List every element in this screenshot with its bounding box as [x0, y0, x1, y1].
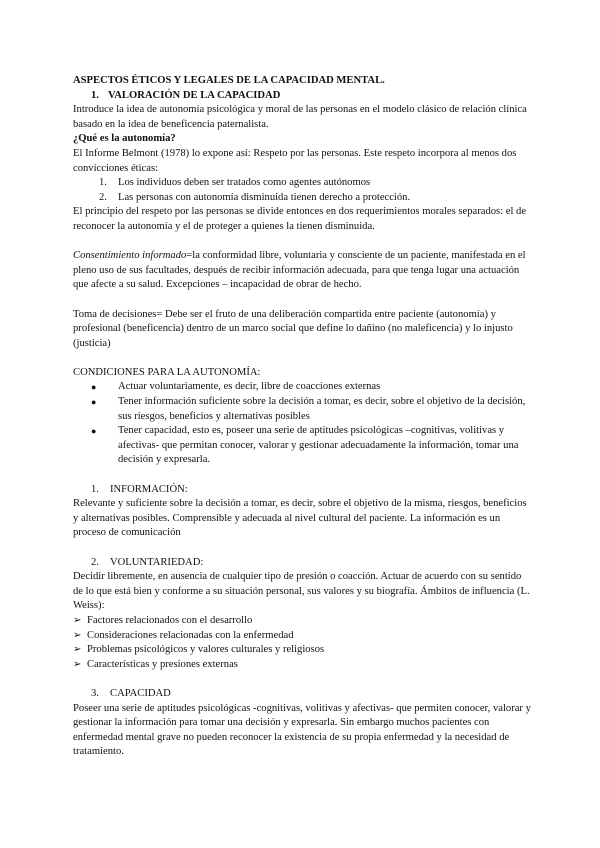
arrow-bullet-icon: ➢ — [73, 644, 82, 656]
section-heading-text: VALORACIÓN DE LA CAPACIDAD — [108, 89, 281, 101]
informacion-paragraph: Relevante y suficiente sobre la decisión a tomar, es decir, sobre el objetivo de la misma, riesgos, beneficios y alternativas posibles. Comprensible y adecuada al nivel cultural del paciente. La información es un proceso de comunicación — [73, 498, 527, 539]
list-item — [73, 643, 533, 658]
bullet-icon: ● — [91, 397, 97, 408]
voluntariedad-paragraph: Decidir libremente, en ausencia de cualquier tipo de presión o coacción. Actuar de acuerdo con su sentido de lo que está bien y conforme a su situación personal, sus valores y su biografía. Ámbitos de influencia (L. Weiss): — [73, 571, 530, 612]
influence-list — [73, 614, 533, 672]
consent-text: =la conformidad libre, voluntaria y consciente de un paciente, manifestada en el pleno uso de sus facultades, después de recibir información adecuada, para que tenga lugar una actuación que afecte a su salud. Excepciones – incapacidad de obrar de hecho. — [73, 250, 526, 291]
list-item — [73, 629, 533, 644]
consent-term: Consentimiento informado — [73, 250, 187, 262]
section-heading-valoracion — [73, 89, 533, 104]
conditions-heading: CONDICIONES PARA LA AUTONOMÍA: — [73, 366, 261, 378]
list-item — [73, 176, 533, 191]
bullet-icon: ● — [91, 382, 97, 393]
principle-paragraph: El principio del respeto por las personas se divide entonces en dos requerimientos morales separados: el de reconocer la autonomía y el de proteger a quienes la tienen disminuida. — [73, 206, 527, 232]
list-item-text: Tener capacidad, esto es, poseer una serie de aptitudes psicológicas –cognitivas, volitivas y afectivas- que permitan conocer, valorar y gestionar adecuadamente la información, tomar una decisión y expresarla. — [118, 425, 519, 466]
list-item-text: Factores relacionados con el desarrollo — [87, 614, 253, 626]
section-number: 2. — [91, 556, 99, 568]
section-heading-capacidad — [73, 687, 533, 702]
section-number: 3. — [91, 687, 99, 699]
list-item — [73, 191, 533, 206]
list-item — [73, 380, 533, 395]
conditions-list — [73, 380, 533, 468]
convictions-list — [73, 176, 533, 205]
section-number: 1. — [91, 483, 99, 495]
list-item — [73, 658, 533, 673]
bullet-icon: ● — [91, 426, 97, 437]
belmont-paragraph: El Informe Belmont (1978) lo expone así: Respeto por las personas. Este respeto incorpora al menos dos convicciones éticas: — [73, 147, 517, 174]
list-item-text: Actuar voluntariamente, es decir, libre de coacciones externas — [118, 381, 381, 393]
consent-paragraph — [73, 249, 533, 293]
list-item — [73, 424, 533, 468]
autonomy-question: ¿Qué es la autonomía? — [73, 133, 176, 145]
arrow-bullet-icon: ➢ — [73, 629, 82, 641]
list-item-text: Los individuos deben ser tratados como agentes autónomos — [118, 177, 371, 189]
arrow-bullet-icon: ➢ — [73, 614, 82, 626]
section-heading-text: INFORMACIÓN: — [110, 483, 188, 495]
decisions-paragraph: Toma de decisiones= Debe ser el fruto de una deliberación compartida entre paciente (autonomía) y profesional (beneficencia) dentro de un marco social que define lo dañino (no maleficencia) y lo injusto (justicia) — [73, 308, 513, 349]
section-heading-voluntariedad — [73, 556, 533, 571]
document-title: ASPECTOS ÉTICOS Y LEGALES DE LA CAPACIDAD MENTAL. — [73, 75, 385, 86]
intro-paragraph: Introduce la idea de autonomía psicológica y moral de las personas en el modelo clásico de relación clínica basado en la idea de beneficencia paternalista. — [73, 104, 527, 130]
section-heading-informacion — [73, 483, 533, 498]
list-number: 2. — [99, 191, 107, 203]
list-item — [73, 614, 533, 629]
capacidad-paragraph: Poseer una serie de aptitudes psicológicas -cognitivas, volitivas y afectivas- que permiten conocer, valorar y gestionar la información para tomar una decisión y expresarla. Sin embargo muchos pacientes con enfermedad mental grave no pueden reconocer la existencia de su propia enfermedad y la necesidad de tratamiento. — [73, 702, 531, 758]
list-item-text: Problemas psicológicos y valores culturales y religiosos — [87, 644, 325, 656]
section-heading-text: VOLUNTARIEDAD: — [110, 556, 204, 568]
list-item-text: Tener información suficiente sobre la decisión a tomar, es decir, sobre el objetivo de la decisión, sus riesgos, beneficios y alternativas posibles — [118, 396, 526, 422]
document-body — [73, 74, 533, 760]
arrow-bullet-icon: ➢ — [73, 658, 82, 670]
section-number: 1. — [91, 89, 99, 101]
list-item-text: Características y presiones externas — [87, 658, 238, 670]
list-item — [73, 395, 533, 424]
section-heading-text: CAPACIDAD — [110, 687, 171, 699]
list-item-text: Consideraciones relacionadas con la enfermedad — [87, 629, 294, 641]
list-item-text: Las personas con autonomía disminuida tienen derecho a protección. — [118, 191, 411, 203]
list-number: 1. — [99, 177, 107, 189]
